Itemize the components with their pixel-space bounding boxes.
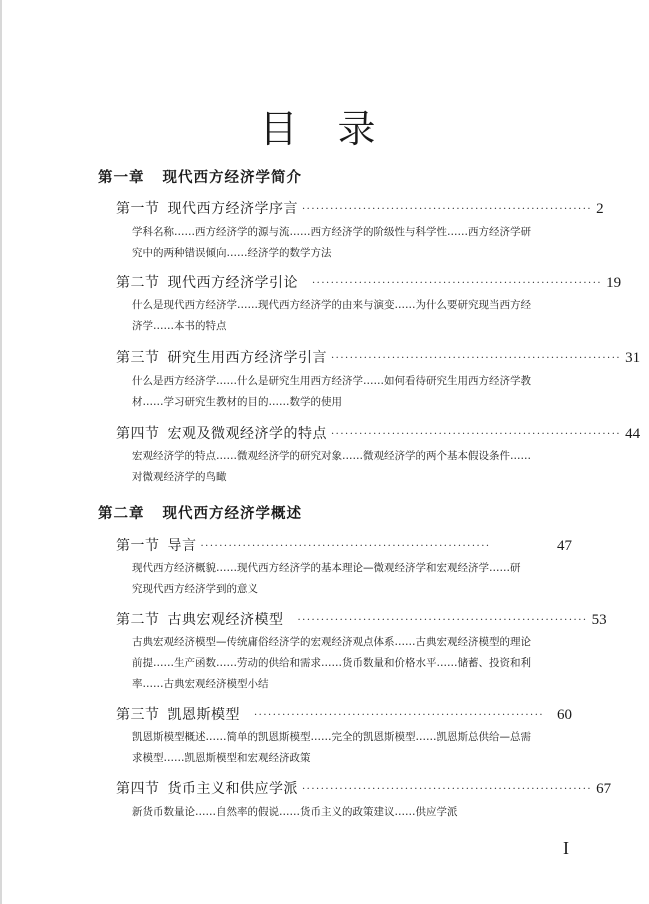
section-page: 67 [596, 781, 612, 797]
section-name: 现代西方经济学引论 [167, 275, 298, 291]
section-description [132, 632, 568, 695]
chapter-number: 第一章 [98, 169, 145, 186]
section-number: 第三节 [116, 350, 160, 366]
section-description [132, 558, 568, 600]
description-line: 前提……生产函数……劳动的供给和需求……货币数量和价格水平……储蓄、投资和利 [132, 657, 531, 669]
section-title [116, 704, 240, 724]
section-description [132, 727, 568, 769]
section-number: 第一节 [116, 538, 160, 554]
section-title [116, 423, 327, 443]
section-name: 研究生用西方经济学引言 [167, 350, 327, 366]
page-number: I [563, 838, 569, 858]
leader-dots: ······························································ [254, 710, 545, 721]
section-description [132, 295, 568, 337]
chapter-heading [98, 502, 302, 523]
section-title [116, 609, 284, 629]
section-title [116, 198, 298, 218]
chapter-name: 现代西方经济学概述 [162, 505, 302, 522]
toc-entry[interactable] [116, 609, 607, 629]
description-line: 宏观经济学的特点……微观经济学的研究对象……微观经济学的两个基本假设条件…… [132, 450, 531, 462]
leader-dots: ······························································ [331, 353, 622, 364]
section-description [132, 446, 568, 488]
description-line: 究现代西方经济学到的意义 [132, 583, 258, 595]
description-line: 什么是现代西方经济学……现代西方经济学的由来与演变……为什么要研究现当西方经 [132, 299, 531, 311]
leader-dots: ······························································ [312, 278, 603, 289]
section-name: 货币主义和供应学派 [167, 781, 298, 797]
section-page: 53 [591, 612, 607, 628]
description-line: 率……古典宏观经济模型小结 [132, 678, 269, 690]
section-page: 44 [625, 426, 641, 442]
section-name: 宏观及微观经济学的特点 [167, 426, 327, 442]
chapter-heading [98, 166, 302, 187]
section-page: 2 [596, 201, 604, 217]
section-description [132, 222, 568, 264]
description-line: 古典宏观经济模型—传统庸俗经济学的宏观经济观点体系……古典宏观经济模型的理论 [132, 636, 531, 648]
toc-entry[interactable] [116, 347, 641, 367]
leader-dots: ······························································ [302, 204, 593, 215]
section-title [116, 778, 298, 798]
section-name: 现代西方经济学序言 [167, 201, 298, 217]
description-line: 求模型……凯恩斯模型和宏观经济政策 [132, 752, 311, 764]
section-number: 第四节 [116, 781, 160, 797]
section-name: 导言 [167, 538, 197, 554]
toc-entry[interactable] [116, 198, 604, 218]
description-line: 现代西方经济概貌……现代西方经济学的基本理论—微观经济学和宏观经济学……研 [132, 562, 521, 574]
section-page: 47 [557, 538, 572, 554]
description-line: 对微观经济学的鸟瞰 [132, 471, 227, 483]
page-title: 目 录 [259, 107, 390, 151]
toc-entry[interactable] [116, 423, 641, 443]
section-number: 第三节 [116, 707, 160, 723]
section-page: 31 [625, 350, 641, 366]
section-number: 第二节 [116, 275, 160, 291]
toc-entry[interactable] [116, 535, 572, 555]
section-page: 19 [606, 275, 622, 291]
section-name: 古典宏观经济模型 [167, 612, 284, 628]
chapter-name: 现代西方经济学简介 [162, 169, 302, 186]
section-description [132, 802, 568, 823]
section-title [116, 535, 197, 555]
description-line: 新货币数量论……自然率的假说……货币主义的政策建议……供应学派 [132, 806, 458, 818]
description-line: 济学……本书的特点 [132, 320, 227, 332]
description-line: 材……学习研究生教材的目的……数学的使用 [132, 396, 342, 408]
section-number: 第一节 [116, 201, 160, 217]
toc-entry[interactable] [116, 778, 612, 798]
leader-dots: ······························································ [302, 784, 593, 795]
description-line: 凯恩斯模型概述……简单的凯恩斯模型……完全的凯恩斯模型……凯恩斯总供给—总需 [132, 731, 531, 743]
leader-dots: ······························································ [297, 615, 588, 626]
section-description [132, 371, 568, 413]
chapter-number: 第二章 [98, 505, 145, 522]
leader-dots: ······························································ [331, 429, 622, 440]
section-name: 凯恩斯模型 [167, 707, 240, 723]
section-page: 60 [557, 707, 572, 723]
description-line: 学科名称……西方经济学的源与流……西方经济学的阶级性与科学性……西方经济学研 [132, 226, 531, 238]
description-line: 究中的两种错误倾向……经济学的数学方法 [132, 247, 332, 259]
section-number: 第二节 [116, 612, 160, 628]
leader-dots: ······························································ [200, 541, 491, 552]
description-line: 什么是西方经济学……什么是研究生用西方经济学……如何看待研究生用西方经济学教 [132, 375, 531, 387]
section-title [116, 272, 298, 292]
toc-entry[interactable] [116, 272, 622, 292]
section-title [116, 347, 327, 367]
section-number: 第四节 [116, 426, 160, 442]
toc-entry[interactable] [116, 704, 572, 724]
